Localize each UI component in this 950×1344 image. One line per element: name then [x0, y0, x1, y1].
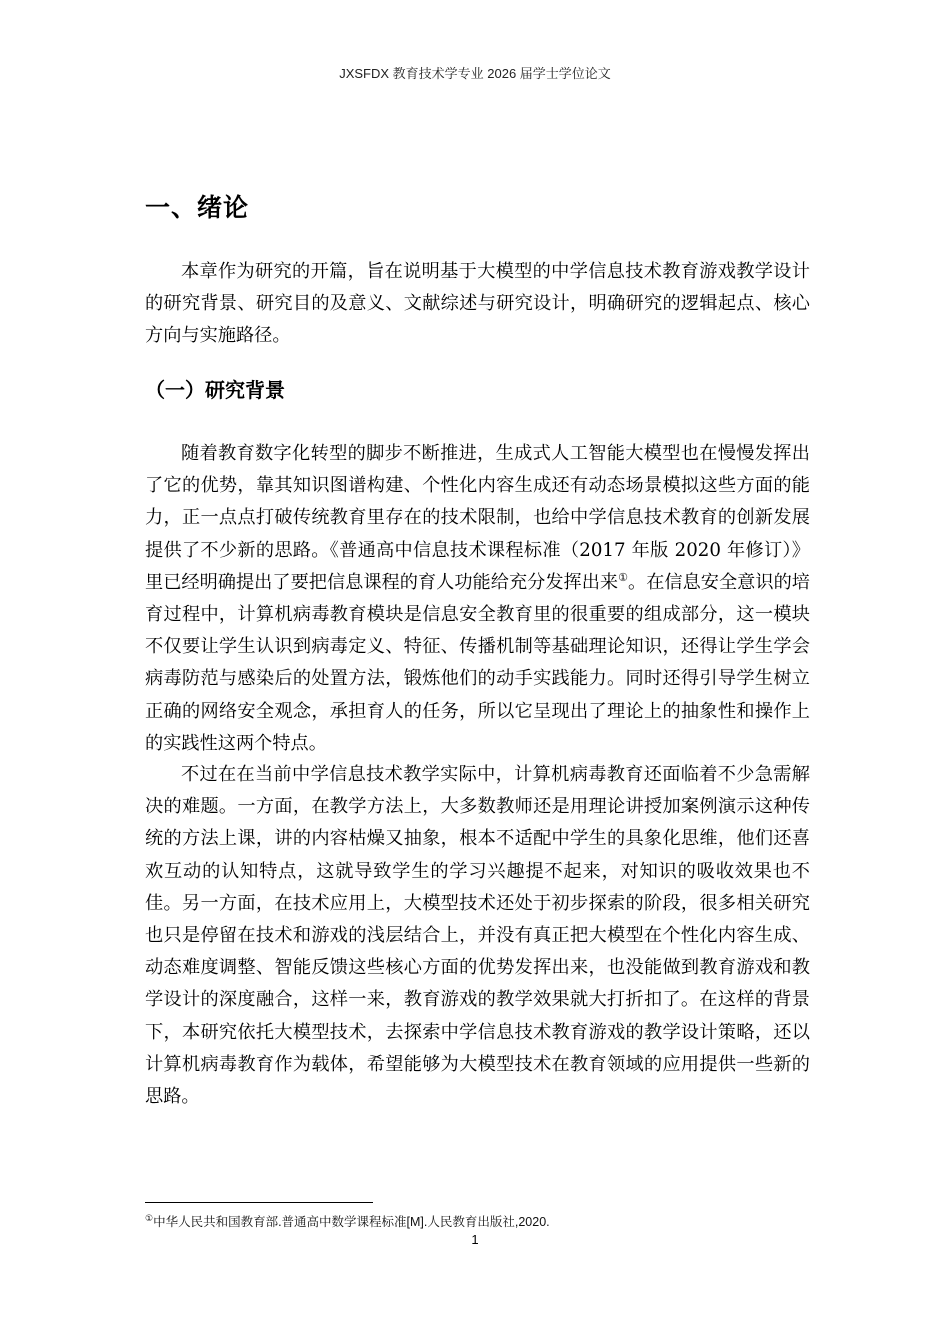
background-paragraph-2: 不过在在当前中学信息技术教学实际中，计算机病毒教育还面临着不少急需解决的难题。一方面，在教学方法上，大多数教师还是用理论讲授加案例演示这种传统的方法上课，讲的内容枯燥又抽象，根本不适配中学生的具象化思维，他们还喜欢互动的认知特点，这就导致学生的学习兴趣提不起来，对知识的吸收效果也不佳。另一方面，在技术应用上，大模型技术还处于初步探索的阶段，很多相关研究也只是停留在技术和游戏的浅层结合上，并没有真正把大模型在个性化内容生成、动态难度调整、智能反馈这些核心方面的优势发挥出来，也没能做到教育游戏和教学设计的深度融合，这样一来，教育游戏的教学效果就大打折扣了。在这样的背景下，本研究依托大模型技术，去探索中学信息技术教育游戏的教学设计策略，还以计算机病毒教育作为载体，希望能够为大模型技术在教育领域的应用提供一些新的思路。: [145, 764, 810, 1108]
footnote-mark: ①: [145, 1212, 154, 1223]
page-number: 1: [471, 1232, 479, 1247]
footnote-separator: [145, 1202, 373, 1203]
running-header: JXSFDX 教育技术学专业 2026 届学士学位论文: [339, 66, 611, 81]
background-text-part-2: 。在信息安全意识的培育过程中，计算机病毒教育模块是信息安全教育里的很重要的组成部分，这一模块不仅要让学生认识到病毒定义、特征、传播机制等基础理论知识，还得让学生学会病毒防范与感染后的处置方法，锻炼他们的动手实践能力。同时还得引导学生树立正确的网络安全观念，承担育人的任务，所以它呈现出了理论上的抽象性和操作上的实践性这两个特点。: [145, 571, 810, 754]
footnote-text: 中华人民共和国教育部.普通高中数学课程标准[M].人民教育出版社,2020.: [153, 1215, 550, 1229]
background-paragraph-1: [145, 438, 810, 760]
footnote: [145, 1212, 550, 1230]
intro-paragraph: 本章作为研究的开篇，旨在说明基于大模型的中学信息技术教育游戏教学设计的研究背景、研究目的及意义、文献综述与研究设计，明确研究的逻辑起点、核心方向与实施路径。: [145, 261, 810, 347]
chapter-title: 一、绪论: [145, 193, 250, 222]
section-title: （一）研究背景: [145, 378, 285, 402]
footnote-reference[interactable]: ①: [618, 570, 628, 584]
background-text-part-1: 随着教育数字化转型的脚步不断推进，生成式人工智能大模型也在慢慢发挥出了它的优势，靠其知识图谱构建、个性化内容生成还有动态场景模拟这些方面的能力，正一点点打破传统教育里存在的技术限制，也给中学信息技术教育的创新发展提供了不少新的思路。《普通高中信息技术课程标准（2017 年版 2020 年修订）》里已经明确提出了要把信息课程的育人功能给充分发挥出来: [145, 443, 810, 593]
